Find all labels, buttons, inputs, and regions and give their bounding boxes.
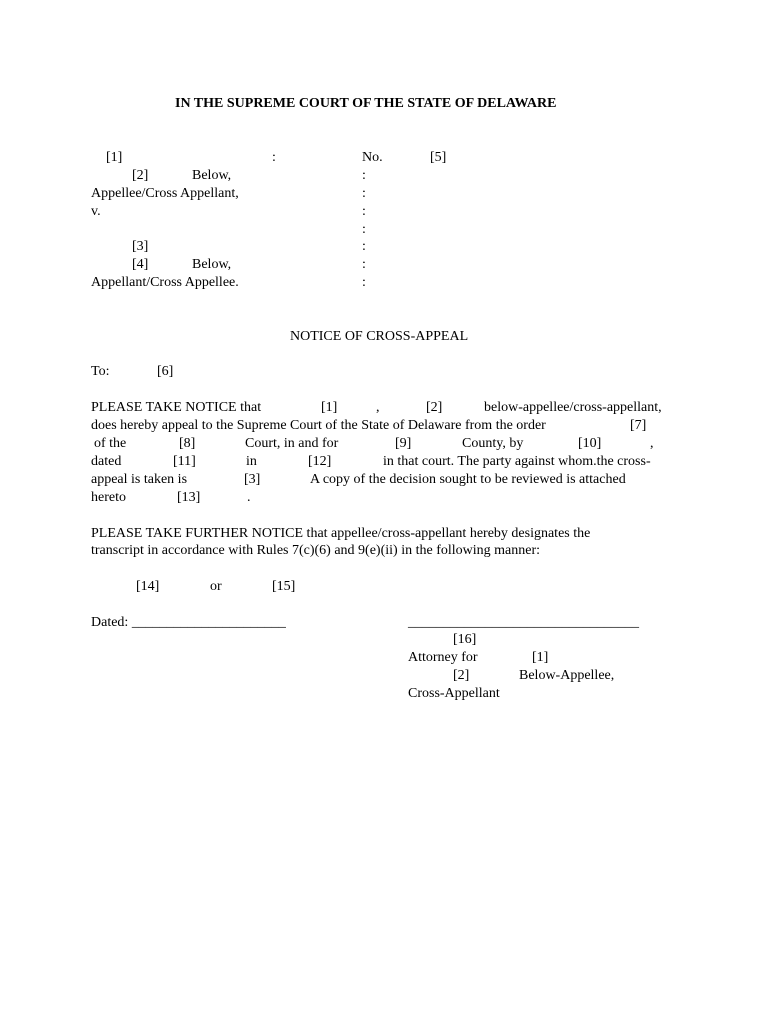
party1-court-placeholder: [2] [132, 168, 149, 183]
party2-court-placeholder: [4] [132, 257, 149, 272]
placeholder-7: [7] [630, 418, 647, 433]
case-number-placeholder: [5] [430, 150, 447, 165]
caption-colon: : [362, 204, 366, 219]
placeholder-1: [1] [321, 400, 338, 415]
para1-text: below-appellee/cross-appellant, [484, 400, 662, 415]
party2-role: Appellant/Cross Appellee. [91, 275, 239, 290]
placeholder-3: [3] [244, 472, 261, 487]
versus-label: v. [91, 204, 101, 219]
placeholder-10: [10] [578, 436, 602, 451]
placeholder-15: [15] [272, 579, 296, 594]
placeholder-2: [2] [453, 668, 470, 683]
signature-line: _________________________________ [408, 615, 639, 630]
para2-text: PLEASE TAKE FURTHER NOTICE that appellee/cross-appellant hereby designates the [91, 526, 591, 541]
cross-appellant-label: Cross-Appellant [408, 686, 500, 701]
para1-text: dated [91, 454, 122, 469]
para1-text: PLEASE TAKE NOTICE that [91, 400, 262, 415]
placeholder-14: [14] [136, 579, 160, 594]
placeholder-1: [1] [532, 650, 549, 665]
placeholder-13: [13] [177, 490, 201, 505]
para1-text: in [246, 454, 257, 469]
placeholder-2: [2] [426, 400, 443, 415]
caption-colon: : [362, 186, 366, 201]
caption-colon: : [272, 150, 276, 165]
below-appellee-label: Below-Appellee, [519, 668, 615, 683]
dated-line: Dated: ______________________ [91, 615, 286, 630]
notice-heading: NOTICE OF CROSS-APPEAL [290, 329, 469, 344]
caption-colon: : [362, 168, 366, 183]
or-label: or [210, 579, 222, 594]
party1-role: Appellee/Cross Appellant, [91, 186, 239, 201]
party2-placeholder: [3] [132, 239, 149, 254]
para1-text: in that court. The party against whom.the cross- [383, 454, 651, 469]
caption-colon: : [362, 275, 366, 290]
caption-colon: : [362, 222, 366, 237]
para1-text: , [376, 400, 380, 415]
case-number-label: No. [362, 150, 383, 165]
para1-text: hereto [91, 490, 126, 505]
placeholder-16: [16] [453, 632, 477, 647]
caption-colon: : [362, 257, 366, 272]
attorney-for-label: Attorney for [408, 650, 478, 665]
para1-text: does hereby appeal to the Supreme Court of the State of Delaware from the order [91, 418, 546, 433]
para1-text: A copy of the decision sought to be reviewed is attached [310, 472, 626, 487]
party1-below-label: Below, [192, 168, 232, 183]
placeholder-9: [9] [395, 436, 412, 451]
placeholder-11: [11] [173, 454, 196, 469]
court-title: IN THE SUPREME COURT OF THE STATE OF DELAWARE [175, 96, 557, 111]
para1-text: , [650, 436, 654, 451]
para2-text: transcript in accordance with Rules 7(c)(6) and 9(e)(ii) in the following manner: [91, 543, 541, 558]
caption-colon: : [362, 239, 366, 254]
para1-text: County, by [462, 436, 524, 451]
para1-text: Court, in and for [245, 436, 339, 451]
placeholder-12: [12] [308, 454, 332, 469]
to-placeholder: [6] [157, 364, 174, 379]
para1-text: appeal is taken is [91, 472, 188, 487]
to-label: To: [91, 364, 110, 379]
party1-placeholder: [1] [106, 150, 123, 165]
para1-text: of the [94, 436, 127, 451]
party2-below-label: Below, [192, 257, 232, 272]
para1-text: . [247, 490, 251, 505]
placeholder-8: [8] [179, 436, 196, 451]
